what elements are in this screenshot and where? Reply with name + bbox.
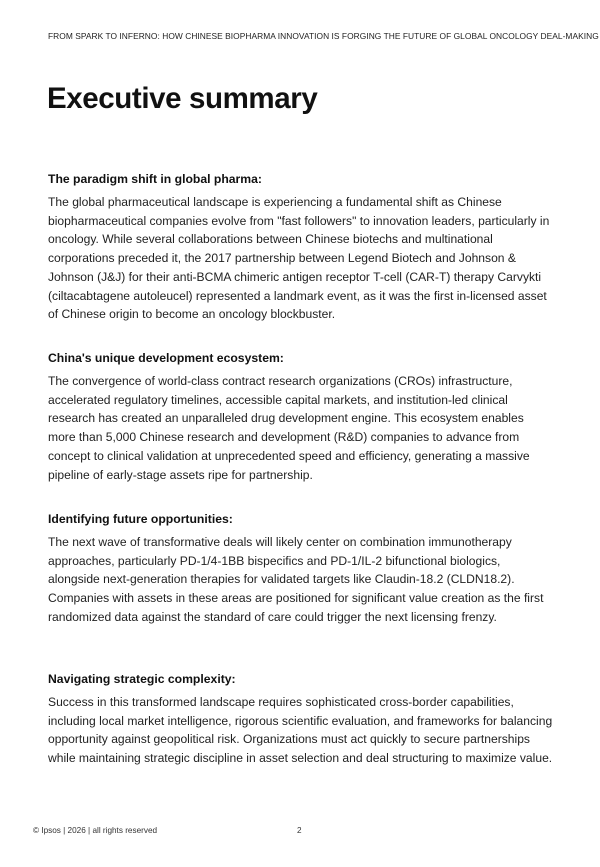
section-paradigm-shift bbox=[48, 171, 554, 324]
running-header: FROM SPARK TO INFERNO: HOW CHINESE BIOPHARMA INNOVATION IS FORGING THE FUTURE OF GLOBAL ONCOLOGY DEAL-MAKING bbox=[48, 31, 599, 41]
section-heading: China's unique development ecosystem: bbox=[48, 351, 284, 365]
section-body: The convergence of world-class contract research organizations (CROs) infrastructure, accelerated regulatory timelines, accessible capital markets, and institution-led clinical research has created an unparalleled drug development engine. This ecosystem enables more than 5,000 Chinese research and development (R&D) companies to advance from concept to clinical validation at unprecedented speed and efficiency, generating a massive pipeline of early-stage assets ripe for partnership. bbox=[48, 374, 530, 482]
section-development-ecosystem bbox=[48, 350, 554, 484]
section-body: The global pharmaceutical landscape is experiencing a fundamental shift as Chinese biopharmaceutical companies evolve from "fast followers" to innovation leaders, particularly in oncology. While several collaborations between Chinese biotechs and multinational corporations preceded it, the 2017 partnership between Legend Biotech and Johnson & Johnson (J&J) for their anti-BCMA chimeric antigen receptor T-cell (CAR-T) therapy Carvykti (ciltacabtagene autoleucel) represented a landmark event, as it was the first in-licensed asset of Chinese origin to become an oncology blockbuster. bbox=[48, 195, 550, 322]
section-heading: Identifying future opportunities: bbox=[48, 512, 233, 526]
section-heading: The paradigm shift in global pharma: bbox=[48, 172, 262, 186]
page-title: Executive summary bbox=[47, 82, 318, 115]
section-body: Success in this transformed landscape requires sophisticated cross-border capabilities, including local market intelligence, rigorous scientific evaluation, and frameworks for balancing opportunity against geopolitical risk. Organizations must act quickly to secure partnerships while maintaining strategic discipline in asset selection and deal structuring to maximize value. bbox=[48, 695, 553, 766]
section-heading: Navigating strategic complexity: bbox=[48, 672, 236, 686]
page-number: 2 bbox=[297, 826, 302, 835]
section-future-opportunities bbox=[48, 511, 554, 627]
section-strategic-complexity bbox=[48, 671, 554, 768]
footer-copyright: © Ipsos | 2026 | all rights reserved bbox=[33, 826, 158, 835]
section-body: The next wave of transformative deals will likely center on combination immunotherapy approaches, particularly PD-1/4-1BB bispecifics and PD-1/IL-2 bifunctional biologics, alongside next-generation therapies for validated targets like Claudin-18.2 (CLDN18.2). Companies with assets in these areas are positioned for significant value creation as the first randomized data against the standard of care could trigger the next licensing frenzy. bbox=[48, 535, 544, 624]
